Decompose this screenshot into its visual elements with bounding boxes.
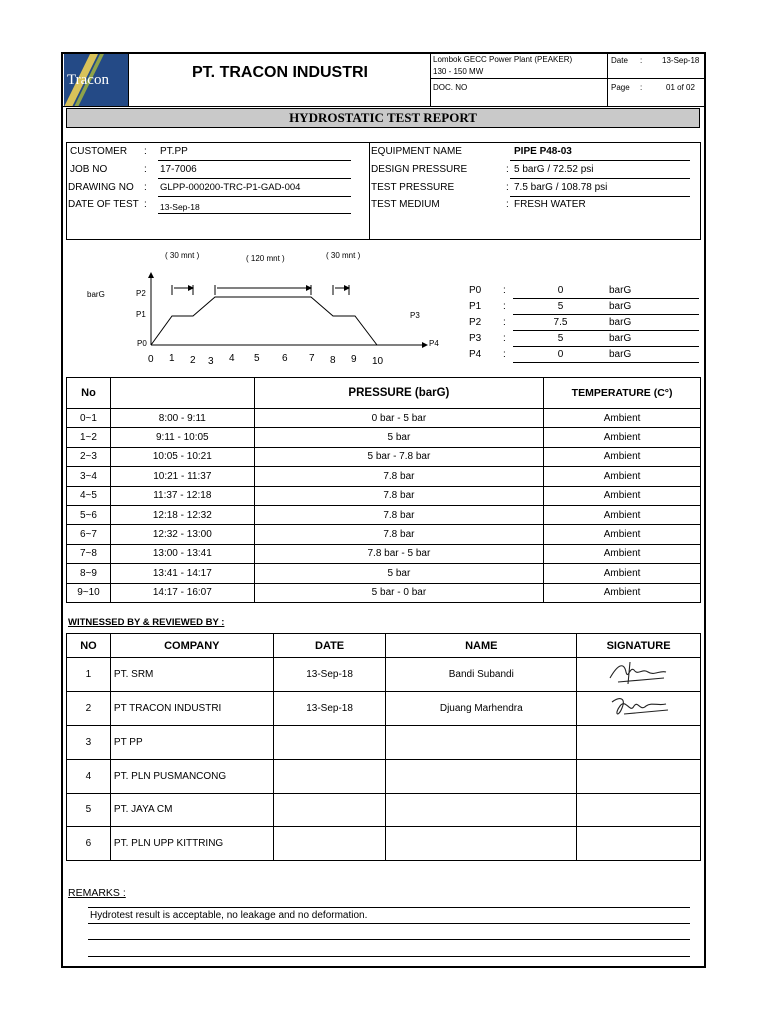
col-header-pressure: PRESSURE (barG)	[254, 378, 543, 409]
project-capacity: 130 - 150 MW	[433, 67, 484, 76]
row-no: 2~3	[67, 447, 111, 466]
pressure-name: P3	[469, 333, 482, 344]
row-no: 6	[67, 827, 111, 861]
pressure-colon: :	[503, 349, 506, 360]
date-label: Date	[611, 56, 628, 65]
design-pressure-label: DESIGN PRESSURE	[371, 164, 468, 175]
row-temperature: Ambient	[544, 447, 701, 466]
table-row	[67, 726, 701, 760]
drawing-no-value: GLPP-000200-TRC-P1-GAD-004	[160, 182, 301, 193]
test-medium-value: FRESH WATER	[514, 199, 586, 210]
row-temperature: Ambient	[544, 486, 701, 505]
p4-label: P4	[429, 339, 439, 348]
pressure-colon: :	[503, 333, 506, 344]
row-no: 3	[67, 726, 111, 760]
signature-cell	[577, 759, 701, 793]
date-of-test-label: DATE OF TEST	[68, 199, 139, 210]
table-row	[67, 428, 701, 447]
diagram-unit-label: barG	[87, 290, 105, 299]
x-label-10: 10	[372, 356, 384, 367]
row-temperature: Ambient	[544, 428, 701, 447]
x-label-0: 0	[148, 354, 154, 365]
row-no: 9~10	[67, 583, 111, 602]
row-name	[386, 726, 577, 760]
company-name: PT. TRACON INDUSTRI	[192, 64, 368, 81]
date-value: 13-Sep-18	[662, 56, 700, 65]
witness-table	[66, 633, 701, 861]
table-row	[67, 409, 701, 428]
table-row	[67, 486, 701, 505]
logo-text: Tracon	[67, 72, 109, 88]
col-header-no: No	[67, 378, 111, 409]
duration-bracket-1	[172, 285, 193, 295]
row-pressure: 7.8 bar - 5 bar	[254, 544, 543, 563]
table-row	[67, 447, 701, 466]
pressure-underline	[513, 362, 699, 363]
pressure-unit: barG	[609, 349, 632, 360]
drawing-no-label: DRAWING NO	[68, 182, 134, 193]
witness-heading: WITNESSED BY & REVIEWED BY :	[68, 617, 225, 628]
remarks-text: Hydrotest result is acceptable, no leakage and no deformation.	[90, 910, 368, 921]
table-row	[67, 583, 701, 602]
pressure-name: P2	[469, 317, 482, 328]
row-no: 4~5	[67, 486, 111, 505]
row-temperature: Ambient	[544, 467, 701, 486]
row-no: 1	[67, 658, 111, 692]
pressure-name: P4	[469, 349, 482, 360]
col-header-company: COMPANY	[110, 634, 273, 658]
row-temperature: Ambient	[544, 564, 701, 583]
row-time: 8:00 - 9:11	[110, 409, 254, 428]
x-label-4: 4	[229, 353, 235, 364]
row-no: 7~8	[67, 544, 111, 563]
x-label-1: 1	[169, 353, 175, 364]
job-no-value: 17-7006	[160, 164, 197, 175]
table-row	[67, 525, 701, 544]
table-row	[67, 692, 701, 726]
row-no: 5	[67, 793, 111, 827]
pressure-value: 7.5	[553, 317, 568, 328]
table-row	[67, 544, 701, 563]
table-row	[67, 658, 701, 692]
row-time: 14:17 - 16:07	[110, 583, 254, 602]
row-time: 9:11 - 10:05	[110, 428, 254, 447]
pressure-name: P1	[469, 301, 482, 312]
pressure-unit: barG	[609, 317, 632, 328]
report-title: HYDROSTATIC TEST REPORT	[289, 110, 477, 125]
col-header-signature: SIGNATURE	[577, 634, 701, 658]
row-pressure: 5 bar	[254, 564, 543, 583]
pressure-value: 0	[557, 285, 564, 296]
signature-cell	[577, 827, 701, 861]
duration-label-3: ( 30 mnt )	[326, 251, 361, 260]
col-header-no: NO	[67, 634, 111, 658]
pressure-unit: barG	[609, 285, 632, 296]
pressure-unit: barG	[609, 333, 632, 344]
row-no: 2	[67, 692, 111, 726]
row-time: 13:00 - 13:41	[110, 544, 254, 563]
duration-label-2: ( 120 mnt )	[246, 254, 285, 263]
x-label-5: 5	[254, 353, 260, 364]
table-row	[67, 827, 701, 861]
test-table	[66, 377, 701, 603]
row-no: 6~7	[67, 525, 111, 544]
pressure-unit: barG	[609, 301, 632, 312]
row-time: 10:05 - 10:21	[110, 447, 254, 466]
row-date: 13-Sep-18	[273, 658, 386, 692]
pressure-colon: :	[503, 285, 506, 296]
pressure-name: P0	[469, 285, 482, 296]
col-header-date: DATE	[273, 634, 386, 658]
job-no-label: JOB NO	[70, 164, 108, 175]
remarks-label: REMARKS :	[68, 887, 126, 899]
pressure-colon: :	[503, 301, 506, 312]
row-company: PT. JAYA CM	[110, 793, 273, 827]
row-time: 12:18 - 12:32	[110, 505, 254, 524]
table-row	[67, 793, 701, 827]
test-medium-colon: :	[506, 199, 509, 210]
pressure-profile-diagram	[0, 0, 768, 380]
design-pressure-colon: :	[506, 164, 509, 175]
x-label-2: 2	[190, 355, 196, 366]
row-no: 3~4	[67, 467, 111, 486]
row-time: 13:41 - 14:17	[110, 564, 254, 583]
row-date	[273, 726, 386, 760]
signature-cell	[577, 658, 701, 692]
pressure-profile-line	[151, 297, 377, 345]
date-of-test-colon: :	[144, 199, 147, 210]
row-no: 8~9	[67, 564, 111, 583]
x-label-3: 3	[208, 356, 214, 367]
signature-mark	[604, 692, 674, 722]
row-name	[386, 793, 577, 827]
row-name	[386, 827, 577, 861]
test-medium-label: TEST MEDIUM	[371, 199, 440, 210]
col-header-temperature: TEMPERATURE (C°)	[544, 378, 701, 409]
row-company: PT PP	[110, 726, 273, 760]
remarks-line-2	[88, 923, 690, 924]
row-no: 5~6	[67, 505, 111, 524]
row-pressure: 0 bar - 5 bar	[254, 409, 543, 428]
y-label-p0: P0	[137, 339, 147, 348]
signature-cell	[577, 793, 701, 827]
row-no: 0~1	[67, 409, 111, 428]
pressure-underline	[513, 346, 699, 347]
col-header-name: NAME	[386, 634, 577, 658]
drawing-no-colon: :	[144, 182, 147, 193]
col-header-time	[110, 378, 254, 409]
signature-cell	[577, 692, 701, 726]
signature-cell	[577, 726, 701, 760]
row-no: 1~2	[67, 428, 111, 447]
test-pressure-colon: :	[506, 182, 509, 193]
date-of-test-value: 13-Sep-18	[160, 202, 200, 212]
x-label-6: 6	[282, 353, 288, 364]
pressure-underline	[513, 314, 699, 315]
duration-label-1: ( 30 mnt )	[165, 251, 200, 260]
date-colon: :	[640, 56, 643, 65]
row-company: PT. SRM	[110, 658, 273, 692]
row-temperature: Ambient	[544, 505, 701, 524]
signature-mark	[604, 658, 674, 688]
row-time: 11:37 - 12:18	[110, 486, 254, 505]
pressure-value: 0	[557, 349, 564, 360]
row-date	[273, 827, 386, 861]
equipment-name-label: EQUIPMENT NAME	[371, 146, 462, 157]
row-date	[273, 759, 386, 793]
duration-bracket-3	[333, 285, 349, 295]
table-row	[67, 759, 701, 793]
row-name: Bandi Subandi	[386, 658, 577, 692]
row-pressure: 5 bar - 0 bar	[254, 583, 543, 602]
customer-label: CUSTOMER	[70, 146, 128, 157]
table-row	[67, 564, 701, 583]
remarks-line-1	[88, 907, 690, 908]
page-colon: :	[640, 83, 643, 92]
row-company: PT TRACON INDUSTRI	[110, 692, 273, 726]
row-date	[273, 793, 386, 827]
row-company: PT. PLN UPP KITTRING	[110, 827, 273, 861]
p3-label: P3	[410, 311, 420, 320]
pressure-value: 5	[557, 333, 564, 344]
row-pressure: 7.8 bar	[254, 467, 543, 486]
pressure-value: 5	[557, 301, 564, 312]
remarks-line-3	[88, 939, 690, 940]
row-pressure: 7.8 bar	[254, 486, 543, 505]
test-pressure-label: TEST PRESSURE	[371, 182, 455, 193]
remarks-line-4	[88, 956, 690, 957]
equipment-name-value: PIPE P48-03	[514, 146, 572, 157]
table-row	[67, 467, 701, 486]
row-date: 13-Sep-18	[273, 692, 386, 726]
row-pressure: 7.8 bar	[254, 525, 543, 544]
pressure-underline	[513, 330, 699, 331]
pressure-underline	[513, 298, 699, 299]
witness-table-header	[67, 634, 701, 658]
customer-colon: :	[144, 146, 147, 157]
row-pressure: 5 bar	[254, 428, 543, 447]
x-label-8: 8	[330, 355, 336, 366]
row-time: 10:21 - 11:37	[110, 467, 254, 486]
customer-value: PT.PP	[160, 146, 188, 157]
job-no-colon: :	[144, 164, 147, 175]
row-no: 4	[67, 759, 111, 793]
doc-no-label: DOC. NO	[433, 83, 468, 92]
test-table-header	[67, 378, 701, 409]
project-name: Lombok GECC Power Plant (PEAKER)	[433, 55, 573, 64]
row-pressure: 5 bar - 7.8 bar	[254, 447, 543, 466]
test-pressure-value: 7.5 barG / 108.78 psi	[514, 182, 608, 193]
row-name	[386, 759, 577, 793]
row-time: 12:32 - 13:00	[110, 525, 254, 544]
design-pressure-value: 5 barG / 72.52 psi	[514, 164, 594, 175]
row-temperature: Ambient	[544, 544, 701, 563]
x-label-9: 9	[351, 354, 357, 365]
row-pressure: 7.8 bar	[254, 505, 543, 524]
pressure-colon: :	[503, 317, 506, 328]
page-value: 01 of 02	[666, 83, 695, 92]
row-temperature: Ambient	[544, 409, 701, 428]
page-label: Page	[611, 83, 630, 92]
y-label-p2: P2	[136, 289, 146, 298]
x-label-7: 7	[309, 353, 315, 364]
table-row	[67, 505, 701, 524]
row-name: Djuang Marhendra	[386, 692, 577, 726]
y-label-p1: P1	[136, 310, 146, 319]
row-company: PT. PLN PUSMANCONG	[110, 759, 273, 793]
duration-bracket-2	[215, 285, 311, 295]
row-temperature: Ambient	[544, 583, 701, 602]
row-temperature: Ambient	[544, 525, 701, 544]
